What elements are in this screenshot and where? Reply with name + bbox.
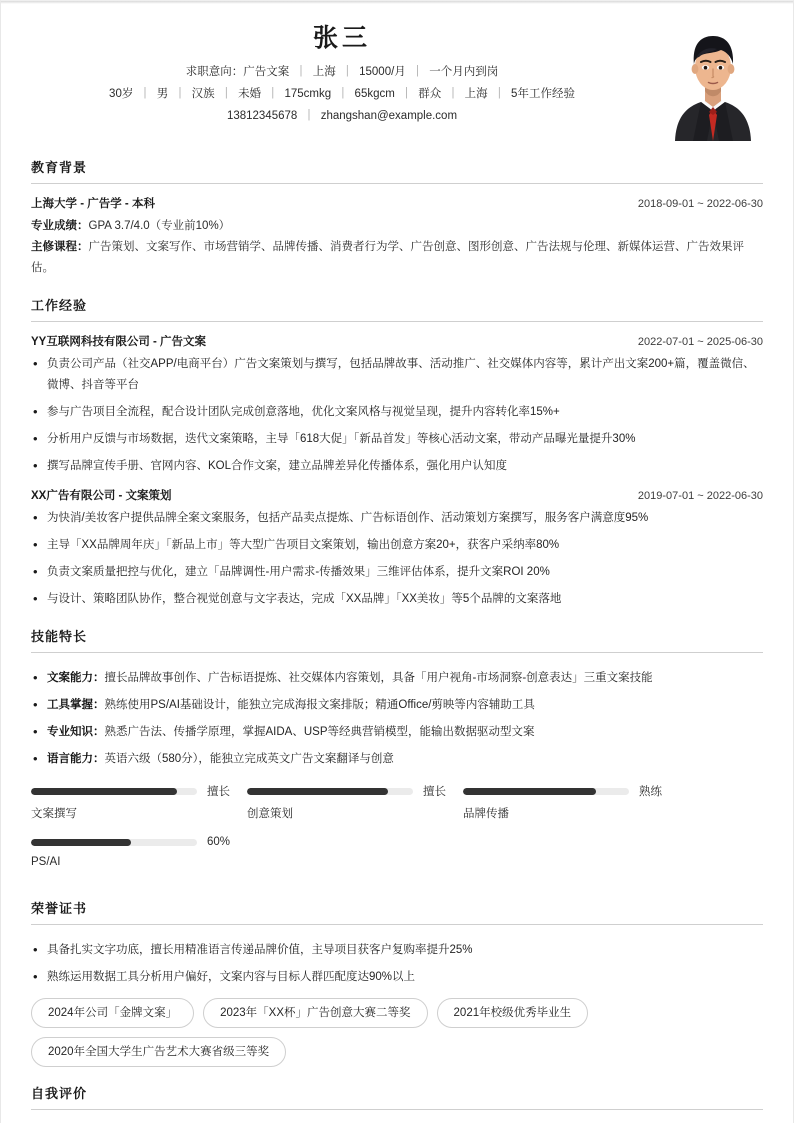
section-title-honors: 荣誉证书 (31, 898, 763, 925)
skill-bar-track (247, 788, 413, 795)
skill-bar-item (463, 784, 679, 821)
education-gpa-row (31, 216, 763, 237)
separator-icon: | (143, 87, 147, 99)
skill-bar-row (31, 784, 247, 798)
resume-header (31, 1, 763, 141)
personal-height: 175cmkg (284, 88, 332, 100)
personal-marital: 未婚 (238, 88, 262, 100)
section-work (31, 295, 763, 610)
skill-bar-fill (247, 788, 388, 795)
education-gpa-value: GPA 3.7/4.0（专业前10%） (88, 220, 231, 232)
list-item: • 负责公司产品（社交APP/电商平台）广告文案策划与撰写，包括品牌故事、活动推广、社交媒体内容等，累计产出文案200+篇，覆盖微信、微博、抖音等平台 (31, 354, 763, 396)
skill-label: 语言能力： (47, 753, 105, 765)
contact-email[interactable]: zhangshan@example.com (320, 110, 458, 122)
skill-label: 工具掌握： (47, 699, 105, 711)
avatar-illustration (663, 19, 763, 141)
list-item (31, 668, 763, 689)
section-skills (31, 626, 763, 882)
personal-experience: 5年工作经验 (511, 88, 575, 100)
objective-city: 上海 (312, 66, 336, 78)
list-item (31, 749, 763, 770)
work-entry (31, 487, 763, 610)
section-title-skills: 技能特长 (31, 626, 763, 653)
list-item (31, 722, 763, 743)
skill-bar-name: 品牌传播 (463, 808, 509, 820)
skill-bar-level: 熟练 (639, 786, 662, 798)
education-courses-label: 主修课程： (31, 241, 89, 253)
personal-age: 30岁 (109, 88, 134, 100)
avatar (663, 19, 763, 141)
list-item: • 为快消/美妆客户提供品牌全案文案服务，包括产品卖点提炼、广告标语创作、活动策划方案撰写，服务客户满意度95% (31, 508, 763, 529)
work-date: 2019-07-01 ~ 2022-06-30 (637, 490, 763, 502)
education-date: 2018-09-01 ~ 2022-06-30 (637, 198, 763, 210)
separator-icon: | (224, 87, 228, 99)
work-entry-head (31, 333, 763, 349)
work-date: 2022-07-01 ~ 2025-06-30 (637, 336, 763, 348)
separator-icon: | (307, 109, 311, 121)
section-title-work: 工作经验 (31, 295, 763, 322)
education-title: 上海大学 - 广告学 - 本科 (31, 198, 155, 210)
skill-bar-level: 擅长 (423, 786, 446, 798)
skill-bar-item (31, 835, 247, 868)
work-entry-head (31, 487, 763, 503)
section-body-skills (31, 653, 763, 882)
section-body-work (31, 322, 763, 610)
skill-bar-fill (463, 788, 596, 795)
skills-bullet-list (31, 668, 763, 770)
personal-political: 群众 (418, 88, 442, 100)
skill-bar-fill (31, 839, 131, 846)
list-item: • 分析用户反馈与市场数据，迭代文案策略，主导「618大促」「新品首发」等核心活动文案，带动产品曝光量提升30% (31, 429, 763, 450)
work-bullet-list (31, 354, 763, 477)
section-honors (31, 898, 763, 1067)
award-tag-group (31, 998, 763, 1067)
personal-info-line (31, 83, 653, 105)
skill-bar-track (31, 839, 197, 846)
skill-bar-level: 擅长 (207, 786, 230, 798)
work-title: YY互联网科技有限公司 - 广告文案 (31, 336, 207, 348)
candidate-name: 张三 (312, 24, 371, 52)
skill-bar-track (463, 788, 629, 795)
skill-text: 熟练使用PS/AI基础设计，能独立完成海报文案排版；精通Office/剪映等内容辅助工具 (104, 699, 535, 711)
list-item: • 负责文案质量把控与优化，建立「品牌调性-用户需求-传播效果」三维评估体系，提升文案ROI 20% (31, 562, 763, 583)
objective-availability: 一个月内到岗 (429, 66, 499, 78)
section-education (31, 157, 763, 279)
work-title: XX广告有限公司 - 文案策划 (31, 490, 172, 502)
section-self-evaluation (31, 1083, 763, 1110)
work-entry (31, 333, 763, 477)
work-bullet-list (31, 508, 763, 610)
skill-label: 专业知识： (47, 726, 105, 738)
skill-text: 熟悉广告法、传播学原理，掌握AIDA、USP等经典营销模型，能输出数据驱动型文案 (104, 726, 535, 738)
skill-bar-name: 文案撰写 (31, 808, 77, 820)
separator-icon: | (341, 87, 345, 99)
skill-bar-item (247, 784, 463, 821)
job-objective-line (31, 61, 653, 83)
list-item: • 熟练运用数据工具分析用户偏好，文案内容与目标人群匹配度达90%以上 (31, 967, 763, 988)
list-item (31, 695, 763, 716)
separator-icon: | (405, 87, 409, 99)
skill-label: 文案能力： (47, 672, 105, 684)
education-entry-head (31, 195, 763, 211)
list-item: • 与设计、策略团队协作，整合视觉创意与文字表达，完成「XX品牌」「XX美妆」等5个品牌的文案落地 (31, 589, 763, 610)
award-tag[interactable]: 2024年公司「金牌文案」 (31, 998, 194, 1028)
contact-line (31, 105, 653, 127)
personal-location: 上海 (464, 88, 488, 100)
separator-icon: | (451, 87, 455, 99)
separator-icon: | (178, 87, 182, 99)
skill-text: 英语六级（580分），能独立完成英文广告文案翻译与创意 (104, 753, 394, 765)
list-item: • 参与广告项目全流程，配合设计团队完成创意落地，优化文案风格与视觉呈现，提升内容转化率15%+ (31, 402, 763, 423)
section-body-education (31, 184, 763, 279)
objective-salary: 15000/月 (359, 66, 406, 78)
skill-bar-item (31, 784, 247, 821)
header-text-block (31, 21, 763, 127)
skill-bar-name: PS/AI (31, 856, 61, 868)
section-title-self-evaluation: 自我评价 (31, 1083, 763, 1110)
skill-text: 擅长品牌故事创作、广告标语提炼、社交媒体内容策划，具备「用户视角-市场洞察-创意表达」三重文案技能 (104, 672, 653, 684)
skill-bar-track (31, 788, 197, 795)
list-item: • 具备扎实文字功底，擅长用精准语言传递品牌价值，主导项目获客户复购率提升25% (31, 940, 763, 961)
skill-bar-fill (31, 788, 177, 795)
separator-icon: | (497, 87, 501, 99)
education-courses-row (31, 237, 763, 279)
objective-text: 求职意向：广告文案 (185, 66, 290, 78)
section-body-honors (31, 925, 763, 1067)
personal-ethnicity: 汉族 (191, 88, 215, 100)
education-entry (31, 195, 763, 279)
education-courses-value: 广告策划、文案写作、市场营销学、品牌传播、消费者行为学、广告创意、图形创意、广告法规与伦理、新媒体运营、广告效果评估。 (31, 241, 744, 274)
honors-bullet-list (31, 940, 763, 988)
list-item: • 撰写品牌宣传手册、官网内容、KOL合作文案，建立品牌差异化传播体系，强化用户认知度 (31, 456, 763, 477)
separator-icon: | (345, 65, 349, 77)
separator-icon: | (416, 65, 419, 77)
section-title-education: 教育背景 (31, 157, 763, 184)
award-tag[interactable]: 2023年「XX杯」广告创意大赛二等奖 (203, 998, 427, 1028)
personal-weight: 65kgcm (354, 88, 395, 100)
skill-bar-row (31, 835, 247, 849)
skill-bar-name: 创意策划 (247, 808, 293, 820)
award-tag[interactable]: 2020年全国大学生广告艺术大赛省级三等奖 (31, 1037, 286, 1067)
skill-bar-group (31, 784, 763, 882)
separator-icon: | (299, 65, 303, 77)
contact-phone[interactable]: 13812345678 (226, 110, 298, 122)
skill-bar-row (463, 784, 679, 798)
list-item: • 主导「XX品牌周年庆」「新品上市」等大型广告项目文案策划，输出创意方案20+，获客户采纳率80% (31, 535, 763, 556)
skill-bar-row (247, 784, 463, 798)
separator-icon: | (271, 87, 275, 99)
education-gpa-label: 专业成绩： (31, 220, 89, 232)
award-tag[interactable]: 2021年校级优秀毕业生 (437, 998, 589, 1028)
skill-bar-level: 60% (207, 836, 231, 848)
personal-gender: 男 (156, 88, 169, 100)
